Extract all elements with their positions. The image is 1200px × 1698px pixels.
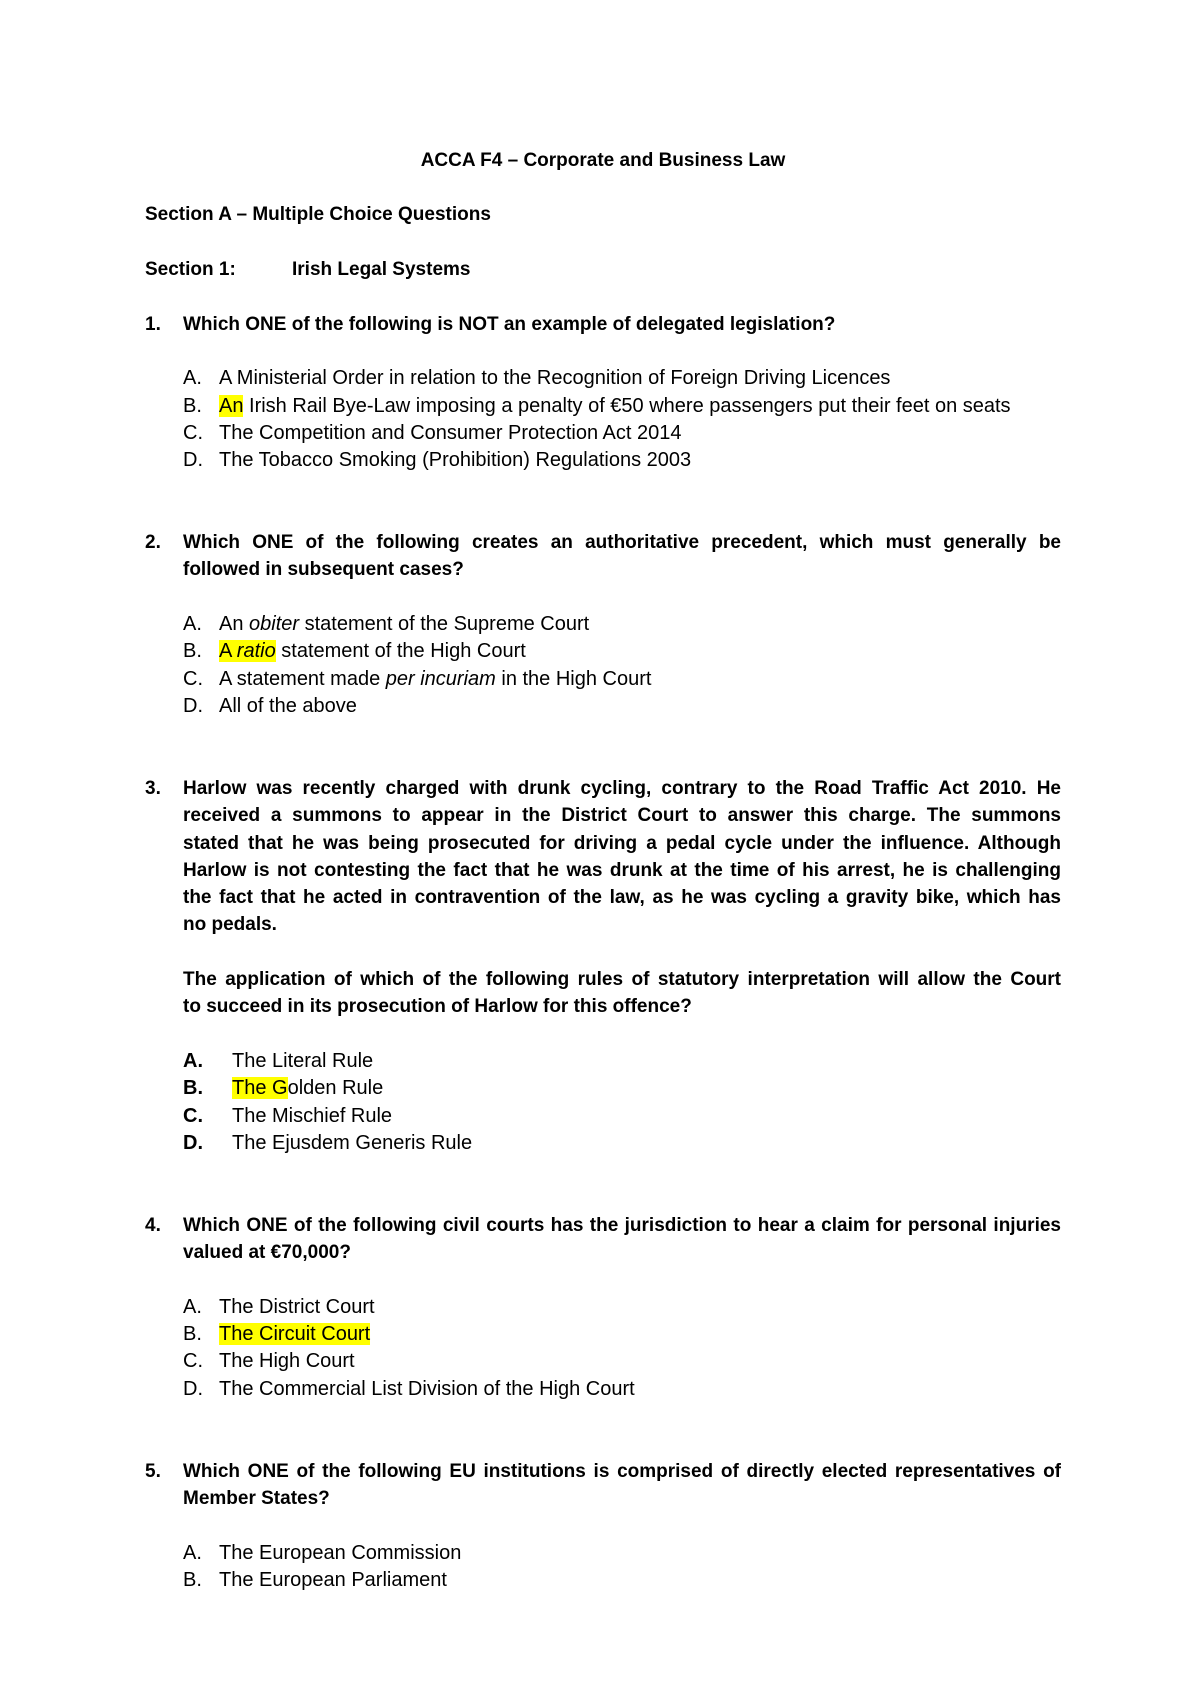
- question-text-line: Which ONE of the following creates an authoritative precedent, which must generally be: [183, 532, 1061, 554]
- answer-option-c: [183, 666, 1061, 693]
- option-text: [219, 1296, 375, 1318]
- subsection-label: Section 1:: [145, 258, 236, 280]
- question-1: [145, 311, 1061, 475]
- option-text: [219, 668, 651, 690]
- question-text-line: The application of which of the following rules of statutory interpretation will allow the Court: [183, 969, 1061, 991]
- subsection-name: Irish Legal Systems: [292, 258, 471, 280]
- answer-option-d: [183, 447, 1061, 474]
- answer-option-d: [183, 1130, 1061, 1157]
- option-text-segment: The European Commission: [219, 1541, 462, 1564]
- option-text-segment: The European Parliament: [219, 1568, 447, 1591]
- question-number: 1.: [145, 313, 161, 335]
- document-content: [145, 147, 1061, 1595]
- option-letter: D.: [183, 694, 203, 717]
- option-letter: A.: [183, 1541, 202, 1564]
- highlighted-answer-text: ratio: [236, 640, 276, 663]
- option-text-segment: The Competition and Consumer Protection Act 2014: [219, 421, 682, 444]
- answer-option-b: [183, 393, 1061, 420]
- option-text: [232, 1077, 383, 1099]
- answer-option-b: [183, 1321, 1061, 1348]
- question-number: 3.: [145, 777, 161, 799]
- question-body: [183, 529, 1061, 720]
- option-text: [219, 695, 357, 717]
- question-number: 5.: [145, 1460, 161, 1482]
- question-5: [145, 1458, 1061, 1595]
- option-letter: D.: [183, 1377, 203, 1400]
- option-text: [232, 1050, 373, 1072]
- option-letter: B.: [183, 1568, 202, 1591]
- option-text-segment: The Ejusdem Generis Rule: [232, 1131, 473, 1154]
- option-text: [219, 1542, 461, 1564]
- question-4: [145, 1212, 1061, 1403]
- question-body: [183, 1212, 1061, 1403]
- answer-options: [183, 1294, 1061, 1403]
- option-text-segment: A Ministerial Order in relation to the Recognition of Foreign Driving Licences: [219, 367, 891, 390]
- answer-options: [183, 1540, 1061, 1595]
- option-text-segment: statement of the High Court: [275, 640, 526, 663]
- question-body: [183, 1458, 1061, 1595]
- question-paragraph: [183, 1458, 1061, 1513]
- question-paragraph: [183, 1212, 1061, 1267]
- option-letter: A.: [183, 1050, 203, 1072]
- option-letter: A.: [183, 367, 202, 390]
- question-text-line: to succeed in its prosecution of Harlow for this offence?: [183, 996, 692, 1018]
- question-paragraph: [183, 966, 1061, 1021]
- answer-option-c: [183, 420, 1061, 447]
- option-text-segment: All of the above: [219, 694, 357, 717]
- answer-option-b: [183, 1075, 1061, 1102]
- answer-option-a: [183, 1540, 1061, 1567]
- question-text-line: Which ONE of the following civil courts has the jurisdiction to hear a claim for personal injuries: [183, 1214, 1061, 1236]
- option-text-segment: The Commercial List Division of the High Court: [219, 1377, 635, 1400]
- option-letter: D.: [183, 1131, 203, 1154]
- answer-option-d: [183, 1376, 1061, 1403]
- answer-option-a: [183, 611, 1061, 638]
- question-text-line: Harlow is not contesting the fact that he was drunk at the time of his arrest, he is challenging: [183, 859, 1061, 881]
- question-text-line: Which ONE of the following EU institutions is comprised of directly elected representatives of: [183, 1460, 1061, 1482]
- question-number: 4.: [145, 1214, 161, 1236]
- question-text-line: the fact that he acted in contravention of the law, as he was cycling a gravity bike, which has: [183, 887, 1061, 909]
- option-letter: B.: [183, 640, 202, 663]
- section-heading: Section A – Multiple Choice Questions: [145, 204, 491, 226]
- option-text-segment: The District Court: [219, 1295, 375, 1318]
- question-text-line: Which ONE of the following is NOT an example of delegated legislation?: [183, 313, 836, 335]
- option-text-segment: The Tobacco Smoking (Prohibition) Regulations 2003: [219, 449, 692, 472]
- option-text: [219, 1323, 370, 1345]
- answer-option-b: [183, 638, 1061, 665]
- question-text-line: received a summons to appear in the District Court to answer this charge. The summons: [183, 805, 1061, 827]
- option-text: [219, 1378, 635, 1400]
- option-text: [219, 395, 1011, 417]
- highlighted-answer-text: The Circuit Court: [219, 1323, 371, 1346]
- answer-option-a: [183, 365, 1061, 392]
- option-text-segment: in the High Court: [495, 667, 652, 690]
- option-letter: C.: [183, 421, 203, 444]
- question-number: 2.: [145, 532, 161, 554]
- option-text-segment: The Literal Rule: [232, 1050, 374, 1072]
- answer-option-a: [183, 1048, 1061, 1075]
- option-text: [232, 1105, 392, 1127]
- answer-option-d: [183, 693, 1061, 720]
- answer-options: [183, 611, 1061, 720]
- option-letter: A.: [183, 1295, 202, 1318]
- option-letter: C.: [183, 1350, 203, 1373]
- answer-options: [183, 365, 1061, 474]
- answer-option-c: [183, 1348, 1061, 1375]
- option-text-segment: The High Court: [219, 1350, 355, 1373]
- option-text: [219, 367, 890, 389]
- question-3: [145, 775, 1061, 1157]
- option-text-segment: statement of the Supreme Court: [299, 613, 590, 635]
- highlighted-answer-text: A: [219, 640, 237, 663]
- option-text: [219, 449, 691, 471]
- option-text: [219, 1569, 447, 1591]
- question-text-line: valued at €70,000?: [183, 1242, 351, 1264]
- question-paragraph: [183, 529, 1061, 584]
- option-text-segment: Irish Rail Bye-Law imposing a penalty of €50 where passengers put their feet on seats: [243, 394, 1011, 417]
- option-letter: C.: [183, 667, 203, 690]
- document-title: ACCA F4 – Corporate and Business Law: [420, 149, 786, 171]
- italic-term: per incuriam: [385, 667, 496, 690]
- question-paragraph: [183, 775, 1061, 939]
- option-text-segment: The Mischief Rule: [232, 1104, 393, 1127]
- option-text-segment: olden Rule: [287, 1077, 384, 1100]
- question-text-line: followed in subsequent cases?: [183, 559, 464, 581]
- option-letter: C.: [183, 1104, 203, 1127]
- option-text: [219, 640, 526, 662]
- question-body: [183, 311, 1061, 475]
- question-paragraph: [183, 311, 1061, 338]
- option-text: [219, 422, 681, 444]
- question-text-line: no pedals.: [183, 914, 277, 936]
- highlighted-answer-text: The G: [232, 1077, 288, 1100]
- answer-option-b: [183, 1567, 1061, 1594]
- answer-option-c: [183, 1103, 1061, 1130]
- option-text: [219, 613, 589, 635]
- option-text: [232, 1132, 472, 1154]
- question-text-line: Harlow was recently charged with drunk cycling, contrary to the Road Traffic Act 2010. He: [183, 777, 1061, 799]
- option-letter: B.: [183, 394, 202, 417]
- option-text-segment: A statement made: [219, 667, 386, 690]
- question-text-line: stated that he was being prosecuted for driving a pedal cycle under the influence. Although: [183, 832, 1061, 854]
- question-text-line: Member States?: [183, 1488, 330, 1509]
- subsection-heading: [145, 256, 1061, 283]
- answer-options: [183, 1048, 1061, 1157]
- option-letter: A.: [183, 613, 202, 635]
- option-letter: D.: [183, 449, 203, 472]
- question-body: [183, 775, 1061, 1157]
- answer-option-a: [183, 1294, 1061, 1321]
- italic-term: obiter: [249, 613, 300, 635]
- question-2: [145, 529, 1061, 720]
- option-text-segment: An: [219, 613, 250, 635]
- option-letter: B.: [183, 1323, 202, 1346]
- option-text: [219, 1350, 355, 1372]
- option-letter: B.: [183, 1077, 203, 1100]
- highlighted-answer-text: An: [219, 394, 244, 417]
- questions-list: [145, 311, 1061, 1595]
